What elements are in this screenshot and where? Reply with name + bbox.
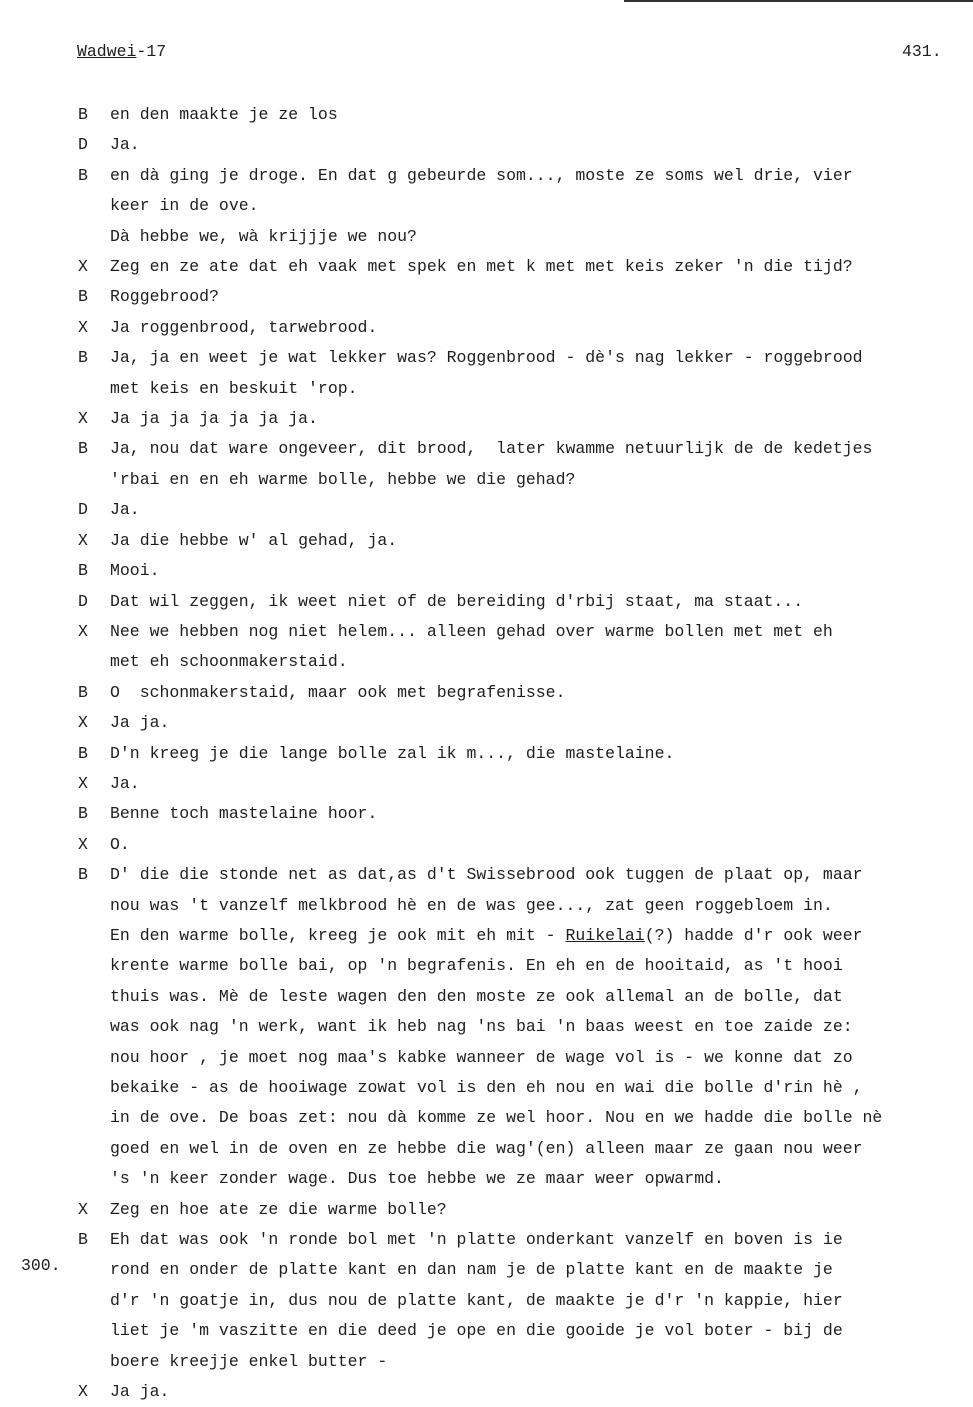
utterance-line: D' die die stonde net as dat,as d't Swissebrood ook tuggen de plaat op, maar: [110, 865, 863, 885]
transcript-turn: [78, 526, 948, 556]
page-number: 431.: [902, 42, 942, 61]
utterance-line: keer in de ove.: [110, 196, 259, 216]
utterance-line: Ja, nou dat ware ongeveer, dit brood, later kwamme netuurlijk de de kedetjes: [110, 439, 873, 459]
speaker-label: B: [78, 682, 88, 702]
transcript-body: [78, 100, 948, 1407]
utterance-line: Roggebrood?: [110, 287, 219, 307]
utterance-line: 'rbai en en eh warme bolle, hebbe we die gehad?: [110, 469, 576, 489]
speaker-label: X: [78, 621, 88, 641]
transcript-turn: [78, 587, 948, 617]
utterance-line: Ja roggenbrood, tarwebrood.: [110, 317, 378, 337]
transcript-turn: [78, 100, 948, 130]
utterance: [110, 313, 948, 343]
utterance-line: met eh schoonmakerstaid.: [110, 652, 348, 672]
transcript-turn: [78, 161, 948, 252]
line-text: (?) hadde d'r ook weer: [644, 925, 863, 945]
utterance: [110, 434, 948, 495]
transcript-turn: [78, 1377, 948, 1407]
utterance: [110, 404, 948, 434]
transcript-turn: [78, 769, 948, 799]
speaker-label: X: [78, 530, 88, 550]
utterance-line: nou was 't vanzelf melkbrood hè en de was gee..., zat geen roggebloem in.: [110, 895, 833, 915]
utterance: [110, 130, 948, 160]
speaker-label: B: [78, 287, 88, 307]
utterance-line: goed en wel in de oven en ze hebbe die wag'(en) alleen maar ze gaan nou weer: [110, 1138, 863, 1158]
utterance: [110, 1195, 948, 1225]
underlined-place-name: Ruikelai: [565, 925, 645, 945]
utterance: [110, 252, 948, 282]
utterance-line: rond en onder de platte kant en dan nam je de platte kant en de maakte je: [110, 1260, 833, 1280]
utterance-line: D'n kreeg je die lange bolle zal ik m..., die mastelaine.: [110, 743, 675, 763]
speaker-label: B: [78, 1230, 88, 1250]
title-suffix: -17: [136, 42, 167, 61]
utterance-line: Eh dat was ook 'n ronde bol met 'n platte onderkant vanzelf en boven is ie: [110, 1230, 843, 1250]
utterance: [110, 100, 948, 130]
utterance-line: thuis was. Mè de leste wagen den den moste ze ook allemal an de bolle, dat: [110, 986, 843, 1006]
speaker-label: B: [78, 105, 88, 124]
speaker-label: B: [78, 743, 88, 763]
utterance: [110, 1225, 948, 1377]
utterance-line: boere kreejje enkel butter -: [110, 1351, 388, 1371]
utterance-line: krente warme bolle bai, op 'n begrafenis. En eh en de hooitaid, as 't hooi: [110, 956, 843, 976]
utterance-line: Ja.: [110, 500, 140, 520]
utterance-line: Ja die hebbe w' al gehad, ja.: [110, 530, 398, 550]
transcript-turn: [78, 252, 948, 282]
utterance-line: Ja ja.: [110, 713, 170, 733]
utterance-line: nou hoor , je moet nog maa's kabke wanneer de wage vol is - we konne dat zo: [110, 1047, 853, 1067]
utterance-line: was ook nag 'n werk, want ik heb nag 'ns bai 'n baas weest en toe zaide ze:: [110, 1017, 853, 1037]
utterance-line: bekaike - as de hooiwage zowat vol is den eh nou en wai die bolle d'rin hè ,: [110, 1078, 863, 1097]
utterance-line: Zeg en hoe ate ze die warme bolle?: [110, 1199, 447, 1219]
speaker-label: D: [78, 591, 88, 611]
utterance: [110, 830, 948, 860]
line-number-marker: 300.: [21, 1256, 61, 1275]
speaker-label: B: [78, 865, 88, 885]
utterance-line: in de ove. De boas zet: nou dà komme ze wel hoor. Nou en we hadde die bolle nè: [110, 1108, 883, 1128]
transcript-turn: [78, 1225, 948, 1377]
speaker-label: X: [78, 1199, 88, 1219]
utterance-line: O.: [110, 834, 130, 854]
speaker-label: D: [78, 500, 88, 520]
utterance-line: Dà hebbe we, wà krijjje we nou?: [110, 226, 417, 246]
utterance: [110, 678, 948, 708]
transcript-turn: [78, 556, 948, 586]
utterance-line: Ja ja ja ja ja ja ja.: [110, 409, 318, 429]
utterance: [110, 161, 948, 252]
utterance-line: 's 'n keer zonder wage. Dus toe hebbe we ze maar weer opwarmd.: [110, 1169, 724, 1189]
utterance-line: Zeg en ze ate dat eh vaak met spek en met k met met keis zeker 'n die tijd?: [110, 257, 853, 277]
line-text: En den warme bolle, kreeg je ook mit eh mit -: [110, 925, 566, 945]
transcript-turn: [78, 799, 948, 829]
speaker-label: B: [78, 439, 88, 459]
utterance-line: Ja.: [110, 135, 140, 155]
transcript-turn: [78, 860, 948, 1194]
transcript-turn: [78, 282, 948, 312]
utterance-line: Ja, ja en weet je wat lekker was? Roggenbrood - dè's nag lekker - roggebrood: [110, 348, 863, 368]
speaker-label: X: [78, 409, 88, 429]
utterance-line: Benne toch mastelaine hoor.: [110, 804, 378, 824]
speaker-label: D: [78, 135, 88, 155]
utterance: [110, 739, 948, 769]
speaker-label: X: [78, 834, 88, 854]
document-title: [77, 42, 166, 61]
top-rule: [624, 0, 973, 2]
transcript-turn: [78, 708, 948, 738]
utterance-line: [110, 921, 948, 951]
utterance: [110, 526, 948, 556]
utterance: [110, 617, 948, 678]
transcript-turn: [78, 313, 948, 343]
transcript-turn: [78, 830, 948, 860]
utterance: [110, 556, 948, 586]
utterance-line: Dat wil zeggen, ik weet niet of de bereiding d'rbij staat, ma staat...: [110, 591, 804, 611]
utterance: [110, 708, 948, 738]
utterance: [110, 495, 948, 525]
speaker-label: X: [78, 317, 88, 337]
utterance: [110, 343, 948, 404]
title-name: Wadwei: [77, 42, 137, 61]
transcript-turn: [78, 404, 948, 434]
speaker-label: B: [78, 804, 88, 824]
speaker-label: X: [78, 773, 88, 793]
transcript-turn: [78, 130, 948, 160]
utterance-line: liet je 'm vaszitte en die deed je ope en die gooide je vol boter - bij de: [110, 1321, 843, 1341]
transcript-turn: [78, 495, 948, 525]
speaker-label: X: [78, 713, 88, 733]
speaker-label: X: [78, 257, 88, 277]
speaker-label: B: [78, 348, 88, 368]
utterance-line: met keis en beskuit 'rop.: [110, 378, 358, 398]
utterance: [110, 587, 948, 617]
utterance-line: Ja.: [110, 773, 140, 793]
transcript-turn: [78, 739, 948, 769]
utterance-line: Mooi.: [110, 561, 160, 581]
transcript-turn: [78, 434, 948, 495]
utterance: [110, 799, 948, 829]
utterance: [110, 1377, 948, 1407]
utterance: [110, 282, 948, 312]
utterance-line: d'r 'n goatje in, dus nou de platte kant, de maakte je d'r 'n kappie, hier: [110, 1290, 843, 1310]
transcript-turn: [78, 678, 948, 708]
utterance-line: en den maakte je ze los: [110, 105, 338, 124]
utterance-line: O schonmakerstaid, maar ook met begrafenisse.: [110, 682, 566, 702]
utterance-line: Nee we hebben nog niet helem... alleen gehad over warme bollen met met eh: [110, 621, 833, 641]
speaker-label: B: [78, 165, 88, 185]
transcript-turn: [78, 343, 948, 404]
utterance: [110, 769, 948, 799]
utterance: [110, 860, 948, 1194]
transcript-turn: [78, 617, 948, 678]
utterance-line: Ja ja.: [110, 1382, 170, 1402]
speaker-label: B: [78, 561, 88, 581]
speaker-label: X: [78, 1382, 88, 1402]
transcript-turn: [78, 1195, 948, 1225]
utterance-line: en dà ging je droge. En dat g gebeurde som..., moste ze soms wel drie, vier: [110, 165, 853, 185]
